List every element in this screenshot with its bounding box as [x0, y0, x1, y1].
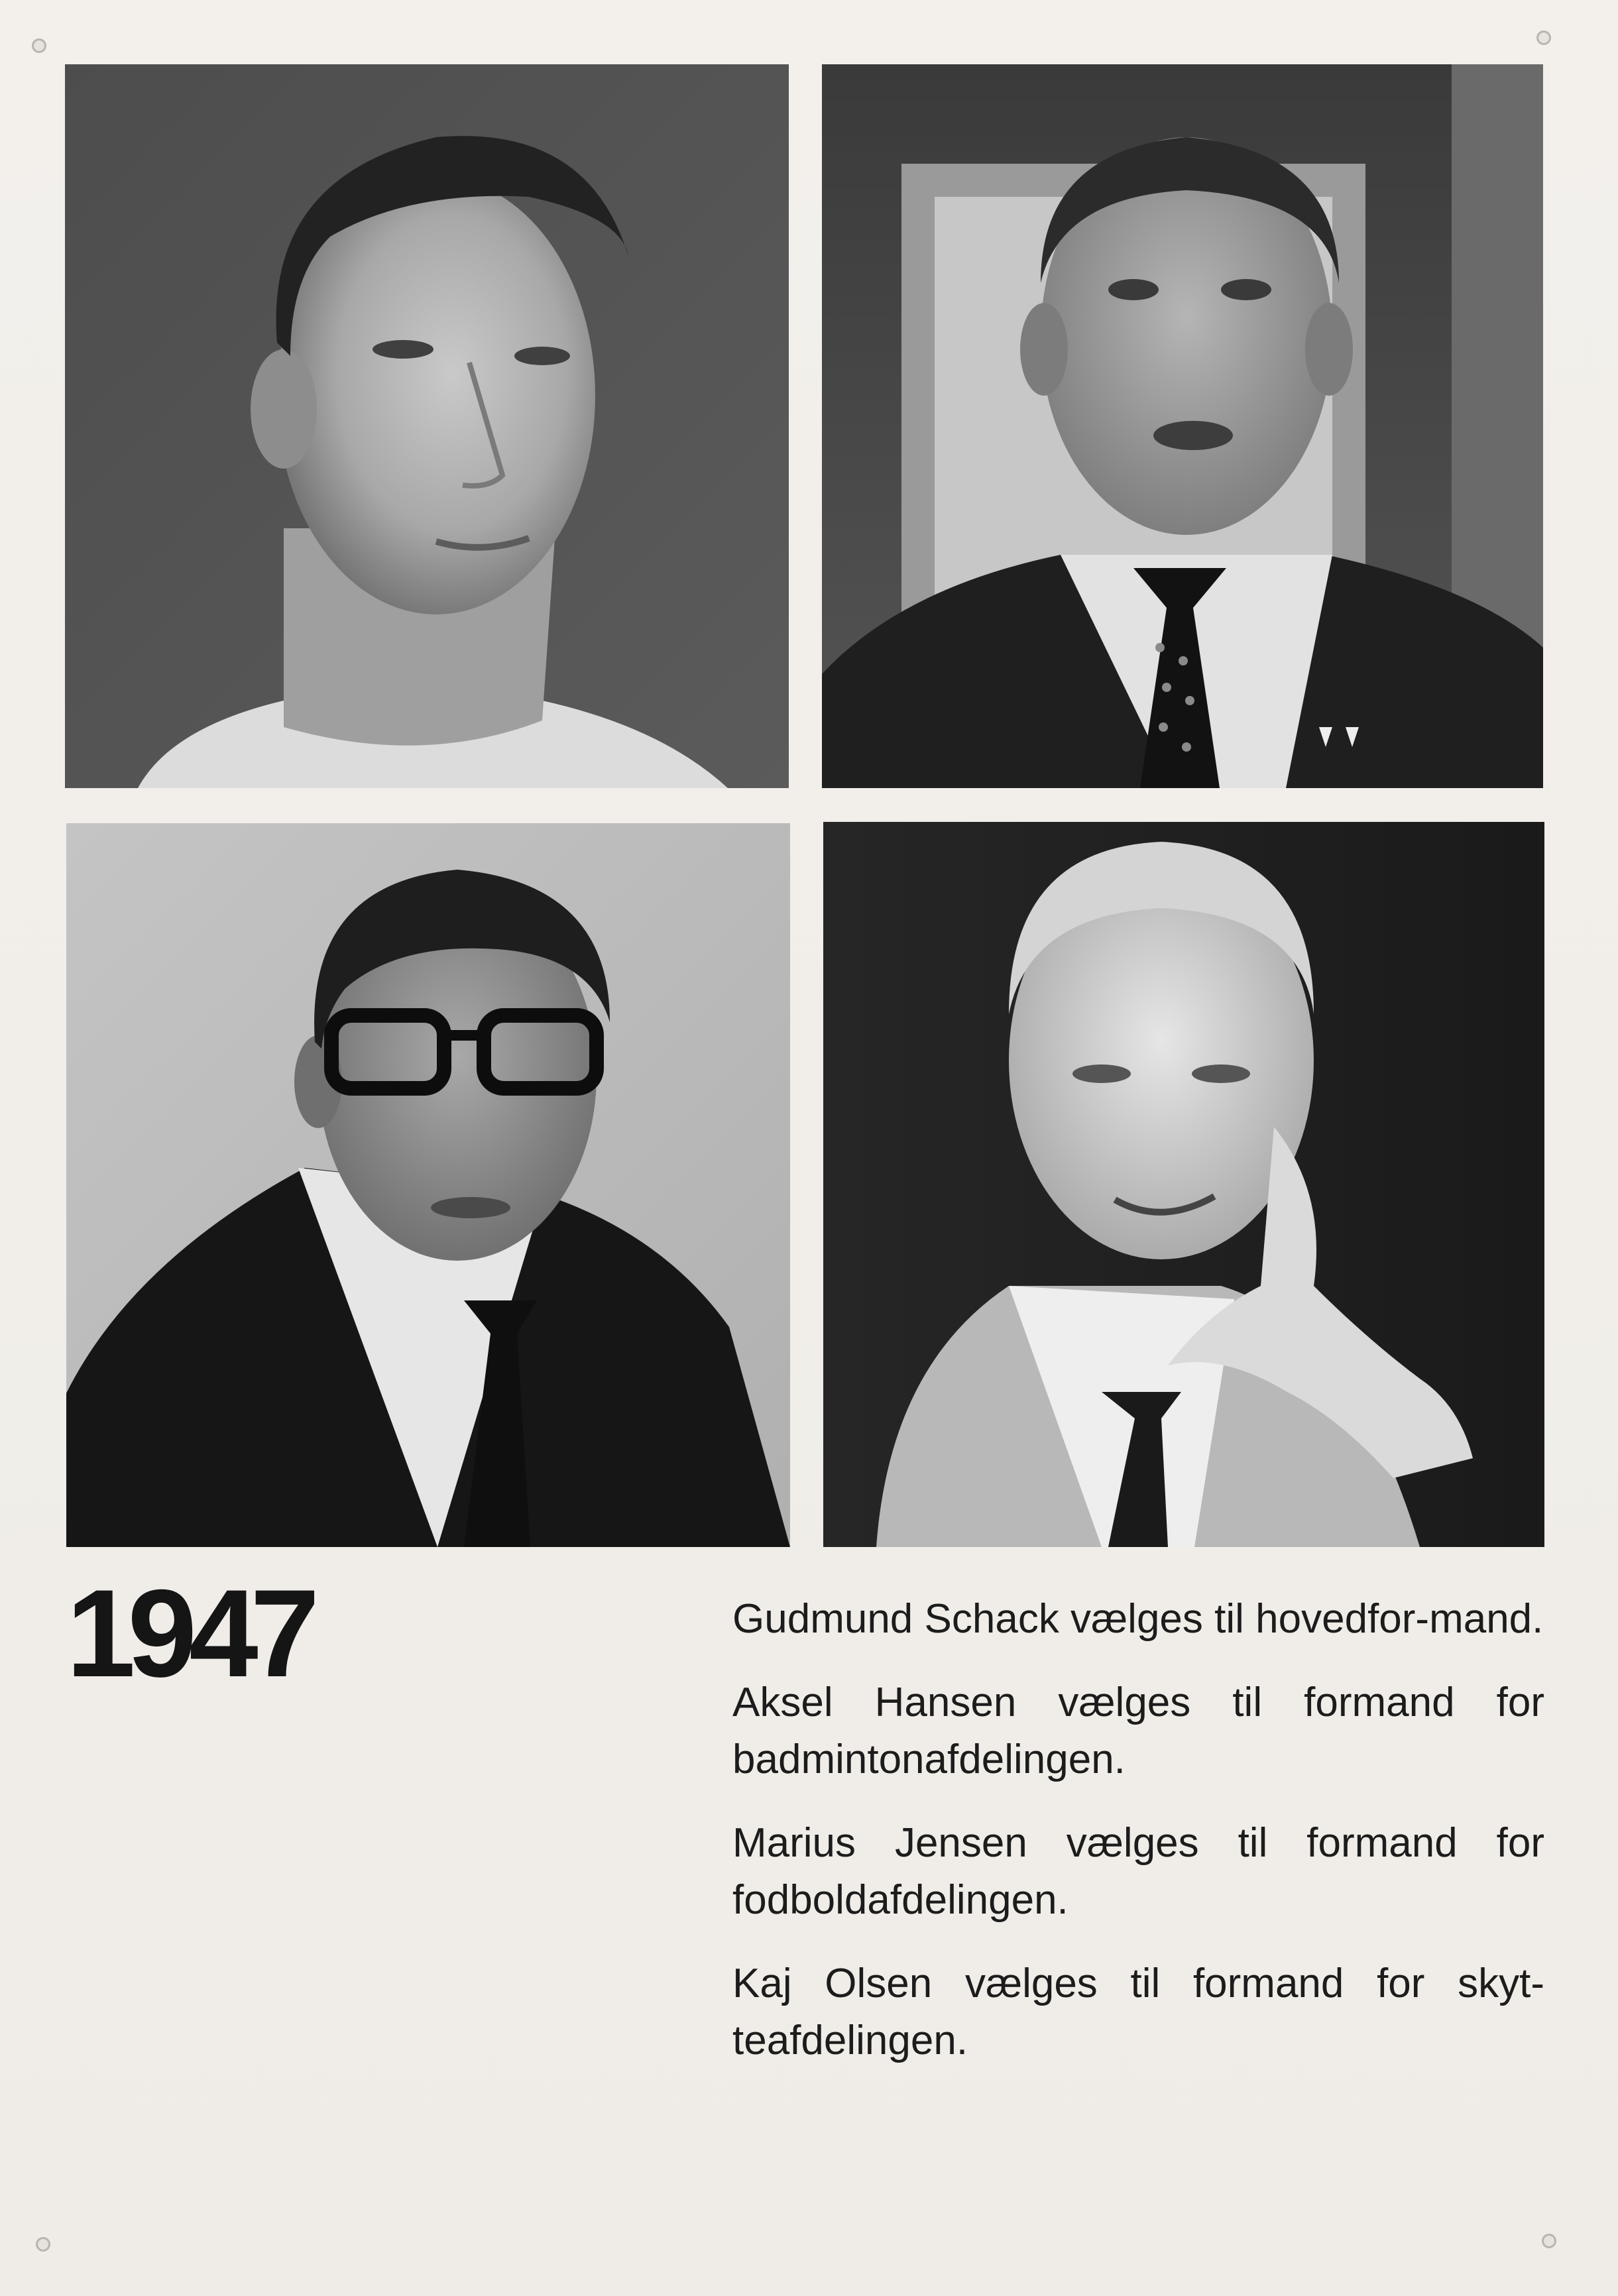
entry-gudmund-schack: Gudmund Schack vælges til hovedfor-mand. — [732, 1596, 1544, 1642]
corner-hole-bottom-right — [1542, 2234, 1556, 2248]
portrait-man-dark-suit-tie — [822, 64, 1543, 788]
portrait-older-man-hand-chin — [823, 822, 1544, 1547]
corner-hole-bottom-left — [36, 2237, 50, 2252]
entry-aksel-hansen: Aksel Hansen vælges til formand for badmintonafdelingen. — [732, 1680, 1544, 1782]
entries-list — [732, 1591, 1544, 2096]
year-heading: 1947 — [66, 1564, 312, 1703]
portrait-man-glasses — [66, 823, 790, 1547]
entry-kaj-olsen: Kaj Olsen vælges til formand for skyt-teafdelingen. — [732, 1961, 1544, 2063]
corner-hole-top-left — [32, 38, 46, 53]
portrait-young-man — [65, 64, 789, 788]
corner-hole-top-right — [1536, 30, 1551, 45]
entry-marius-jensen: Marius Jensen vælges til formand for fodboldafdelingen. — [732, 1820, 1544, 1923]
